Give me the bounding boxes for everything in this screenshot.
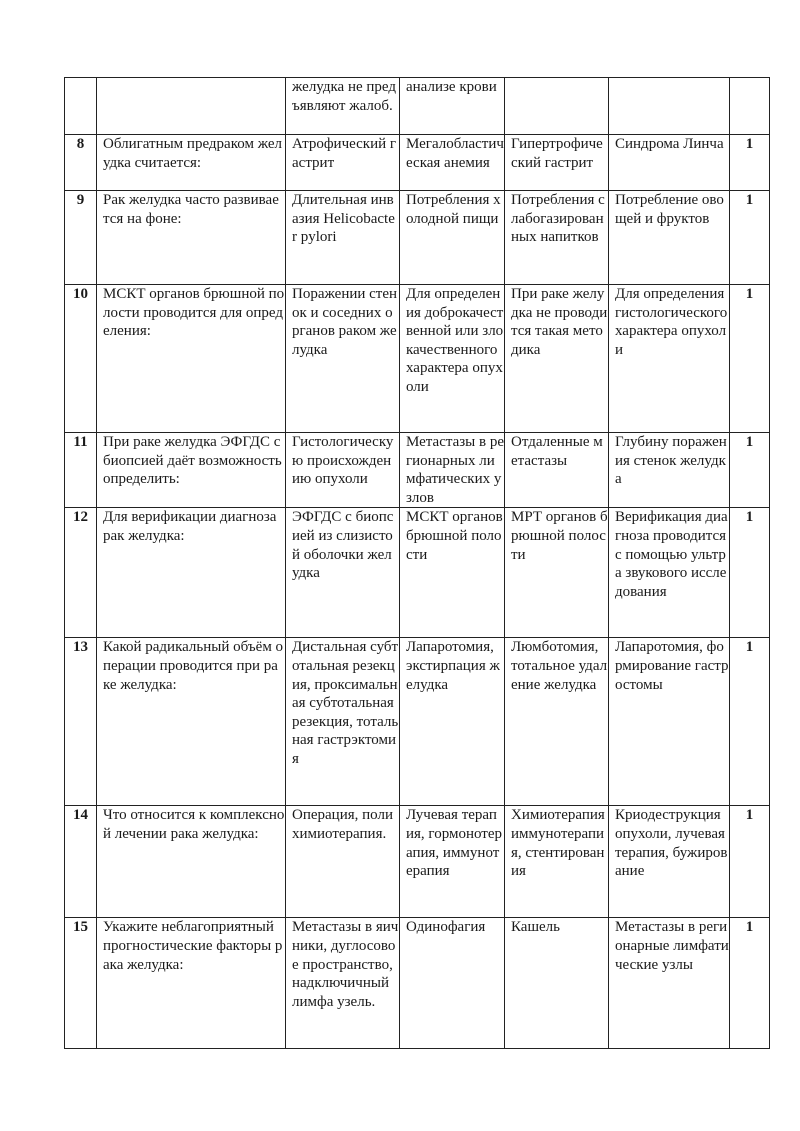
answer-option-c: Гипертрофический гастрит [505,135,609,191]
answer-option-d: Лапаротомия, формирование гастростомы [609,638,730,806]
question-score [730,78,770,135]
question-number: 8 [65,135,97,191]
question-score: 1 [730,433,770,508]
question-text: Какой радикальный объём операции проводится при раке желудка: [97,638,286,806]
question-score: 1 [730,191,770,285]
answer-option-d: Глубину поражения стенок желудка [609,433,730,508]
question-score: 1 [730,638,770,806]
answer-option-c: МРТ органов брюшной полости [505,508,609,638]
table-row [65,806,770,918]
answer-option-d: Для определения гистологического характера опухоли [609,285,730,433]
test-questions-table [64,77,770,1049]
question-text: Рак желудка часто развивается на фоне: [97,191,286,285]
answer-option-c: При раке желудка не проводится такая методика [505,285,609,433]
answer-option-c: Люмботомия, тотальное удаление желудка [505,638,609,806]
question-number: 14 [65,806,97,918]
table-row [65,918,770,1049]
question-number: 11 [65,433,97,508]
question-text: Что относится к комплексной лечении рака желудка: [97,806,286,918]
answer-option-a: Операция, полихимиотерапия. [286,806,400,918]
answer-option-d [609,78,730,135]
question-score: 1 [730,508,770,638]
table-row [65,191,770,285]
answer-option-a: Поражении стенок и соседних органов раком желудка [286,285,400,433]
question-text: МСКТ органов брюшной полости проводится для определения: [97,285,286,433]
table-row [65,135,770,191]
question-number: 10 [65,285,97,433]
question-text [97,78,286,135]
answer-option-a: Атрофический гастрит [286,135,400,191]
answer-option-c: Потребления слабогазированных напитков [505,191,609,285]
table-row [65,285,770,433]
question-text: Облигатным предраком желудка считается: [97,135,286,191]
answer-option-a: ЭФГДС с биопсией из слизистой оболочки желудка [286,508,400,638]
table-row [65,638,770,806]
answer-option-d: Криодеструкция опухоли, лучевая терапия, бужирование [609,806,730,918]
answer-option-b: Для определения доброкачественной или злокачественного характера опухоли [400,285,505,433]
answer-option-b: МСКТ органов брюшной полости [400,508,505,638]
answer-option-b: Одинофагия [400,918,505,1049]
answer-option-b: Лапаротомия, экстирпация желудка [400,638,505,806]
question-number [65,78,97,135]
answer-option-d: Синдрома Линча [609,135,730,191]
table-row [65,508,770,638]
answer-option-b: Метастазы в регионарных лимфатических узлов [400,433,505,508]
question-number: 15 [65,918,97,1049]
question-number: 12 [65,508,97,638]
answer-option-a: Дистальная субтотальная резекция, проксимальная субтотальная резекция, тотальная гастрэктомия [286,638,400,806]
question-text: Для верификации диагноза рак желудка: [97,508,286,638]
answer-option-b: Лучевая терапия, гормонотерапия, иммунотерапия [400,806,505,918]
answer-option-c: Отдаленные метастазы [505,433,609,508]
question-number: 9 [65,191,97,285]
table-row [65,78,770,135]
answer-option-d: Верификация диагноза проводится с помощью ультра звукового исследования [609,508,730,638]
answer-option-b: Мегалобластическая анемия [400,135,505,191]
question-score: 1 [730,918,770,1049]
question-number: 13 [65,638,97,806]
answer-option-c: Кашель [505,918,609,1049]
answer-option-d: Метастазы в регионарные лимфатические узлы [609,918,730,1049]
answer-option-d: Потребление овощей и фруктов [609,191,730,285]
answer-option-c: Химиотерапия иммунотерапия, стентирования [505,806,609,918]
answer-option-a: Длительная инвазия Helicobacter pylori [286,191,400,285]
question-score: 1 [730,135,770,191]
question-score: 1 [730,806,770,918]
question-text: Укажите неблагоприятный прогностические факторы рака желудка: [97,918,286,1049]
question-text: При раке желудка ЭФГДС с биопсией даёт возможность определить: [97,433,286,508]
table-row [65,433,770,508]
answer-option-b: анализе крови [400,78,505,135]
answer-option-a: Гистологическую происхождению опухоли [286,433,400,508]
answer-option-a: Метастазы в яичники, дуглосовое пространство, надключичный лимфа узель. [286,918,400,1049]
answer-option-c [505,78,609,135]
answer-option-b: Потребления холодной пищи [400,191,505,285]
answer-option-a: желудка не предъявляют жалоб. [286,78,400,135]
question-score: 1 [730,285,770,433]
